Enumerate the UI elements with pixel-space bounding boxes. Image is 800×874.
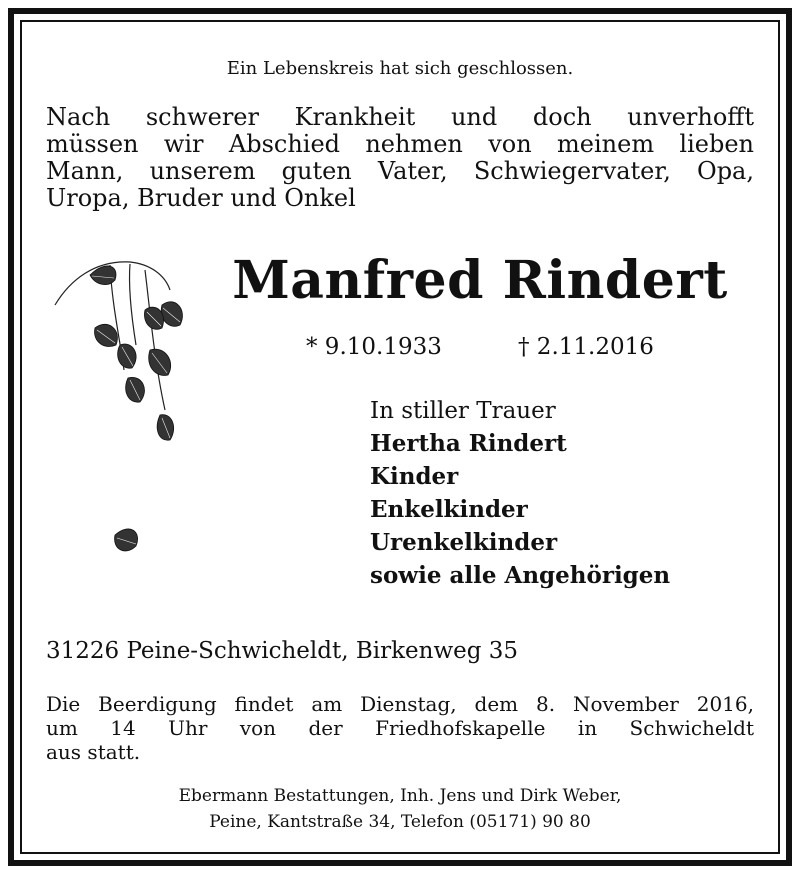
mourner-name: Enkelkinder [370, 496, 528, 523]
burial-line-2: um 14 Uhr von der Friedhofskapelle in Schwicheldt [46, 716, 754, 740]
mourner-name: Hertha Rindert [370, 430, 567, 457]
death-date: † 2.11.2016 [518, 334, 654, 360]
mourning-intro: In stiller Trauer [370, 398, 556, 424]
birth-date: * 9.10.1933 [306, 334, 442, 360]
deceased-name: Manfred Rindert [232, 250, 728, 311]
message-line-4: Uropa, Bruder und Onkel [46, 184, 356, 212]
funeral-home-line-2: Peine, Kantstraße 34, Telefon (05171) 90 80 [209, 812, 591, 832]
family-address: 31226 Peine-Schwicheldt, Birkenweg 35 [46, 638, 519, 664]
intro-line: Ein Lebenskreis hat sich geschlossen. [226, 58, 574, 79]
mourner-name: Urenkelkinder [370, 529, 558, 556]
message-line-2: müssen wir Abschied nehmen von meinem lieben [46, 130, 754, 158]
mourner-name: Kinder [370, 463, 459, 490]
message-line-1: Nach schwerer Krankheit und doch unverhofft [46, 103, 754, 131]
message-line-3: Mann, unserem guten Vater, Schwiegervater, Opa, [46, 157, 754, 185]
mourner-name: sowie alle Angehörigen [370, 562, 671, 589]
burial-line-3: aus statt. [46, 740, 141, 764]
burial-line-1: Die Beerdigung findet am Dienstag, dem 8. November 2016, [46, 692, 754, 716]
funeral-home-line-1: Ebermann Bestattungen, Inh. Jens und Dirk Weber, [178, 786, 622, 806]
